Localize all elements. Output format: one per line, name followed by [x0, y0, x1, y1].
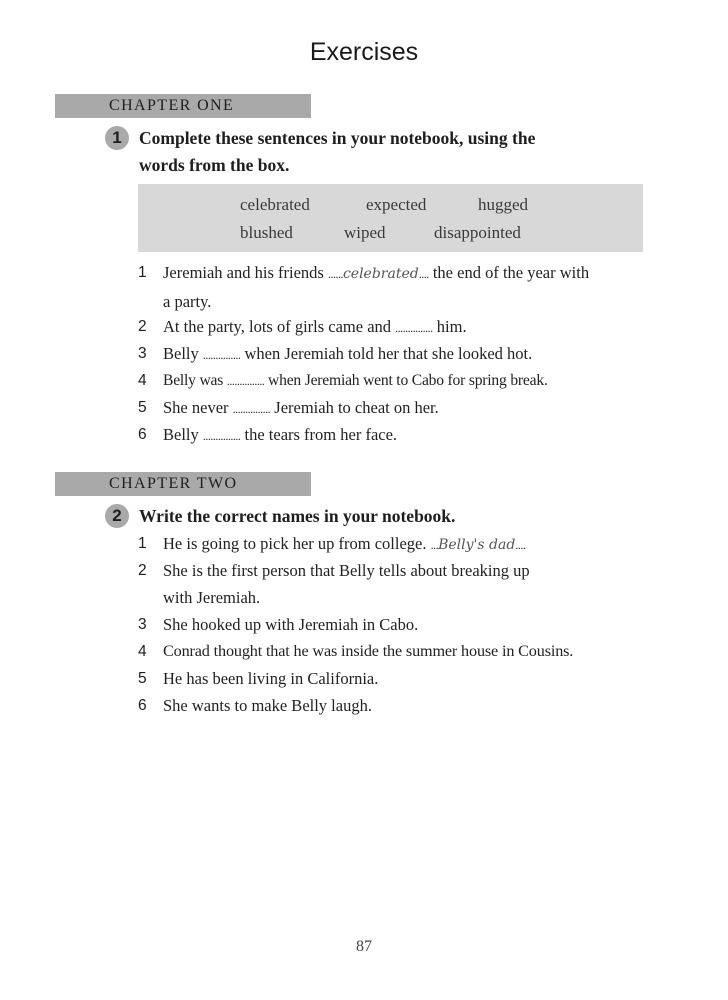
- item-text: [163, 340, 668, 369]
- item-text-main: He is going to pick her up from college.: [163, 534, 431, 553]
- item-text-main: She is the first person that Belly tells about breaking up: [163, 561, 530, 580]
- exercise-1-number-badge: 1: [105, 126, 129, 150]
- word-box-word: blushed: [240, 223, 293, 242]
- blank-dots: ....: [515, 538, 526, 552]
- page-title: Exercises: [309, 38, 419, 66]
- list-item: [0, 530, 728, 557]
- item-text: [163, 367, 668, 395]
- exercise-1-instruction-line-1: Complete these sentences in your notebook, using the: [139, 128, 536, 148]
- list-item: [0, 313, 728, 340]
- example-answer: celebrated: [342, 266, 419, 282]
- item-number: 3: [138, 345, 147, 362]
- item-text-after: Jeremiah to cheat on her.: [270, 398, 439, 417]
- blank-dots: ...: [430, 538, 439, 552]
- chapter-one-heading-bar: [55, 94, 311, 118]
- exercise-1-items: [0, 259, 728, 448]
- item-text-line-2: with Jeremiah.: [163, 588, 261, 607]
- item-text: Conrad thought that he was inside the summer house in Cousins.: [163, 642, 574, 660]
- item-text-after: when Jeremiah went to Cabo for spring break.: [264, 372, 548, 389]
- item-text-before: Belly was: [163, 372, 227, 389]
- item-number: 3: [138, 616, 147, 633]
- item-text: She hooked up with Jeremiah in Cabo.: [163, 615, 419, 634]
- item-text: [163, 313, 668, 342]
- item-number: 4: [138, 643, 147, 660]
- item-text: He has been living in California.: [163, 669, 379, 688]
- item-text: [163, 259, 668, 315]
- exercise-1-instruction-line-2: words from the box.: [139, 155, 290, 175]
- blank-dots: ...............: [226, 374, 265, 388]
- item-text-after: the end of the year with: [428, 263, 590, 282]
- chapter-two-heading-bar: [55, 472, 311, 496]
- word-box-word: wiped: [344, 223, 386, 242]
- list-item: [0, 394, 728, 421]
- blank-dots: ...............: [202, 429, 241, 443]
- blank-dots: ......: [327, 267, 343, 281]
- chapter-two-heading: CHAPTER TWO: [109, 475, 238, 492]
- page-number: 87: [356, 938, 372, 955]
- item-text: [163, 394, 668, 423]
- blank-dots: ...............: [202, 348, 241, 362]
- list-item: [0, 611, 728, 638]
- list-item: [0, 638, 728, 665]
- item-text-before: Belly: [163, 425, 203, 444]
- item-text-before: Belly: [163, 344, 203, 363]
- item-number: 6: [138, 426, 147, 443]
- blank-dots: ...............: [232, 402, 271, 416]
- example-answer: Belly's dad: [438, 537, 516, 553]
- word-box-word: hugged: [478, 195, 529, 214]
- word-box-word: expected: [366, 195, 427, 214]
- item-text-before: She never: [163, 398, 233, 417]
- exercise-2-items: [0, 530, 728, 719]
- item-text: [163, 557, 668, 611]
- item-text-before: Jeremiah and his friends: [163, 263, 328, 282]
- exercise-2-number-badge: 2: [105, 504, 129, 528]
- item-number: 1: [138, 264, 147, 281]
- item-number: 5: [138, 670, 147, 687]
- word-box: [138, 184, 643, 252]
- item-text-before: At the party, lots of girls came and: [163, 317, 396, 336]
- blank-dots: ....: [418, 267, 429, 281]
- item-number: 6: [138, 697, 147, 714]
- item-text: [163, 530, 668, 559]
- item-number: 2: [138, 318, 147, 335]
- word-box-word: disappointed: [434, 223, 521, 242]
- list-item: [0, 367, 728, 394]
- word-box-word: celebrated: [240, 195, 310, 214]
- list-item: [0, 421, 728, 448]
- item-text-after: him.: [432, 317, 467, 336]
- list-item: [0, 557, 728, 611]
- exercise-1-instruction: [139, 125, 679, 179]
- list-item: [0, 259, 728, 313]
- item-text: [163, 421, 668, 450]
- exercise-2-instruction: Write the correct names in your notebook.: [139, 506, 456, 526]
- item-text: She wants to make Belly laugh.: [163, 696, 372, 715]
- item-number: 2: [138, 562, 147, 579]
- blank-dots: ...............: [395, 321, 433, 335]
- chapter-one-heading: CHAPTER ONE: [109, 97, 235, 114]
- list-item: [0, 692, 728, 719]
- item-number: 4: [138, 372, 147, 389]
- list-item: [0, 665, 728, 692]
- item-text-after: when Jeremiah told her that she looked hot.: [240, 344, 533, 363]
- item-number: 5: [138, 399, 147, 416]
- item-text-after: the tears from her face.: [240, 425, 398, 444]
- item-text-line-2: a party.: [163, 292, 212, 311]
- list-item: [0, 340, 728, 367]
- item-number: 1: [138, 535, 147, 552]
